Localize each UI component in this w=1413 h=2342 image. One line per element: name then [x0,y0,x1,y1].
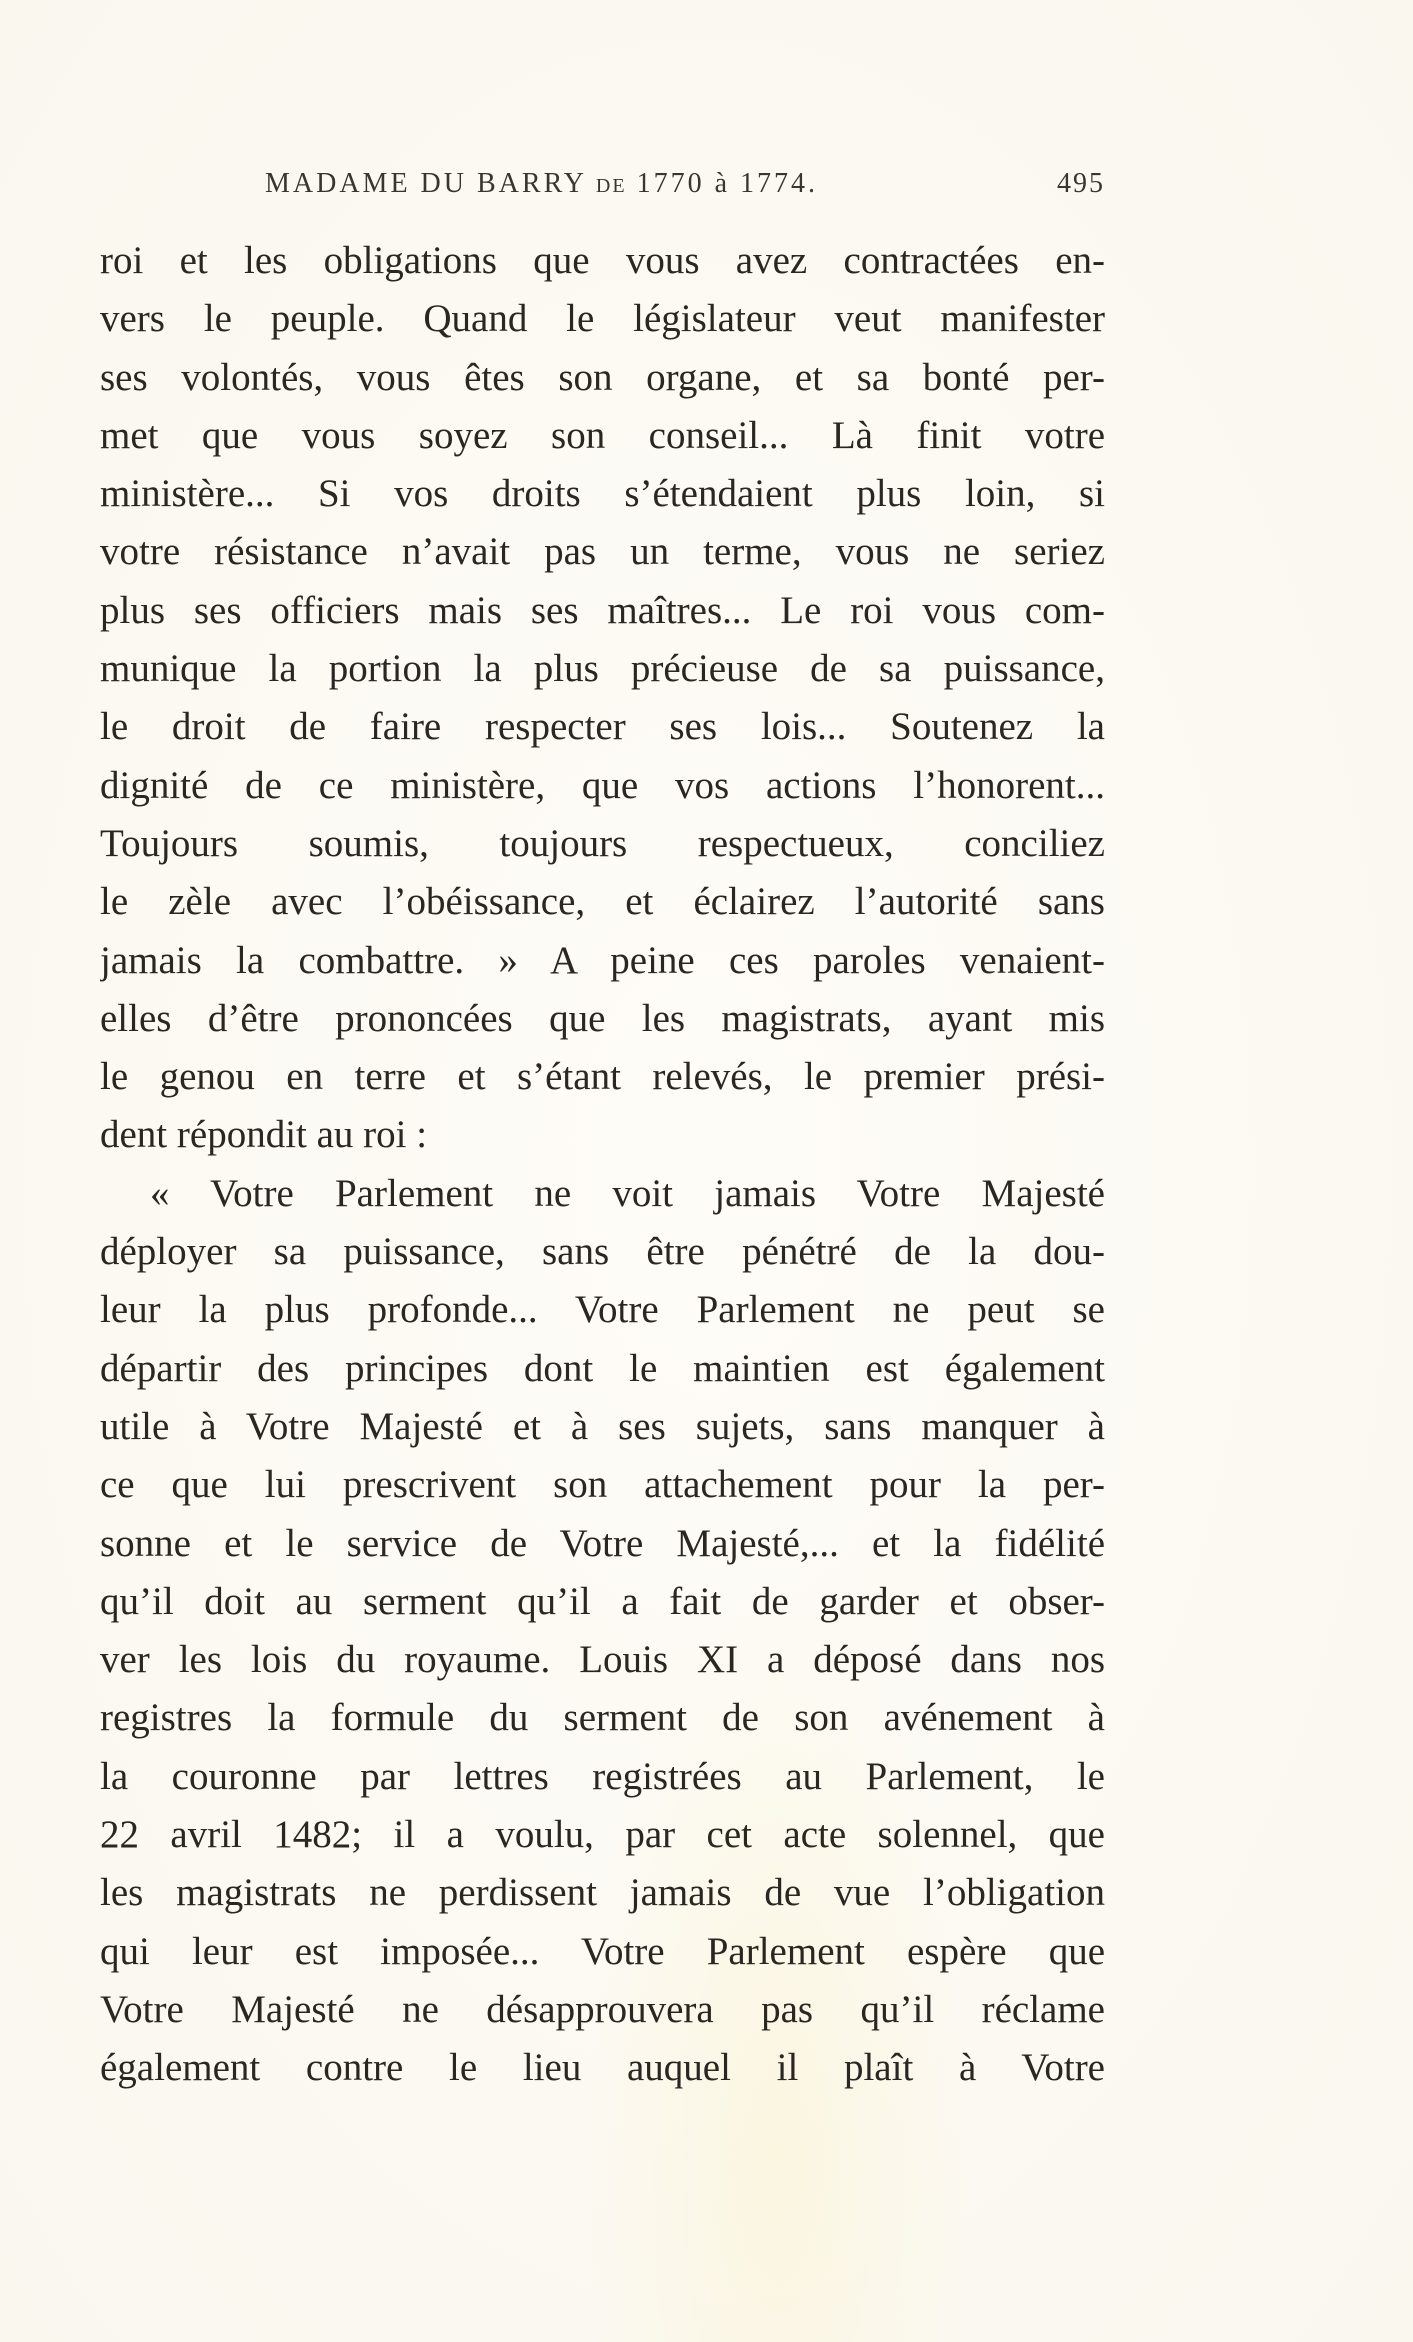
text-line: le zèle avec l’obéissance, et éclairez l’autorité sans [100,880,1105,924]
text-line: Toujours soumis, toujours respectueux, conciliez [100,821,1105,865]
text-line: plus ses officiers mais ses maîtres... Le roi vous com- [100,588,1105,632]
text-line: le genou en terre et s’étant relevés, le premier prési- [100,1055,1105,1099]
text-line: qui leur est imposée... Votre Parlement espère que [100,1929,1105,1973]
text-line: vers le peuple. Quand le législateur veut manifester [100,297,1105,341]
text-line: 22 avril 1482; il a voulu, par cet acte solennel, que [100,1813,1105,1857]
text-line: départir des principes dont le maintien est également [100,1346,1105,1390]
text-line: déployer sa puissance, sans être pénétré de la dou- [100,1230,1105,1274]
text-line: qu’il doit au serment qu’il a fait de garder et obser- [100,1579,1105,1623]
text-line: les magistrats ne perdissent jamais de vue l’obligation [100,1871,1105,1915]
running-head-preposition: DE [595,175,627,197]
running-head [265,168,818,200]
text-line: roi et les obligations que vous avez contractées en- [100,239,1105,282]
page-number: 495 [1057,168,1105,199]
text-line: registres la formule du serment de son avénement à [100,1696,1105,1740]
text-line: Votre Majesté ne désapprouvera pas qu’il réclame [100,1987,1105,2031]
text-line: met que vous soyez son conseil... Là finit votre [100,413,1105,457]
running-head-title: MADAME DU BARRY [265,168,586,199]
text-line: ministère... Si vos droits s’étendaient plus loin, si [100,472,1105,516]
text-line: sonne et le service de Votre Majesté,... et la fidélité [100,1521,1105,1565]
text-line: « Votre Parlement ne voit jamais Votre Majesté [150,1171,1105,1215]
text-line: votre résistance n’avait pas un terme, vous ne seriez [100,530,1105,574]
body-text [100,232,1105,2098]
text-line: munique la portion la plus précieuse de sa puissance, [100,647,1105,691]
text-line: ver les lois du royaume. Louis XI a déposé dans nos [100,1638,1105,1682]
text-line: elles d’être prononcées que les magistrats, ayant mis [100,996,1105,1040]
text-line: dignité de ce ministère, que vos actions l’honorent... [100,763,1105,807]
page-header [100,168,1105,208]
text-line: ses volontés, vous êtes son organe, et sa bonté per- [100,355,1105,399]
text-line: la couronne par lettres registrées au Parlement, le [100,1754,1105,1798]
text-line: leur la plus profonde... Votre Parlement ne peut se [100,1288,1105,1332]
text-line: dent répondit au roi : [100,1113,428,1157]
text-line: jamais la combattre. » A peine ces paroles venaient- [100,938,1105,982]
running-head-years: 1770 à 1774. [636,168,818,199]
text-line: utile à Votre Majesté et à ses sujets, sans manquer à [100,1404,1105,1448]
text-line: également contre le lieu auquel il plaît à Votre [100,2046,1105,2090]
text-line: le droit de faire respecter ses lois... Soutenez la [100,705,1105,749]
text-line: ce que lui prescrivent son attachement pour la per- [100,1463,1105,1507]
